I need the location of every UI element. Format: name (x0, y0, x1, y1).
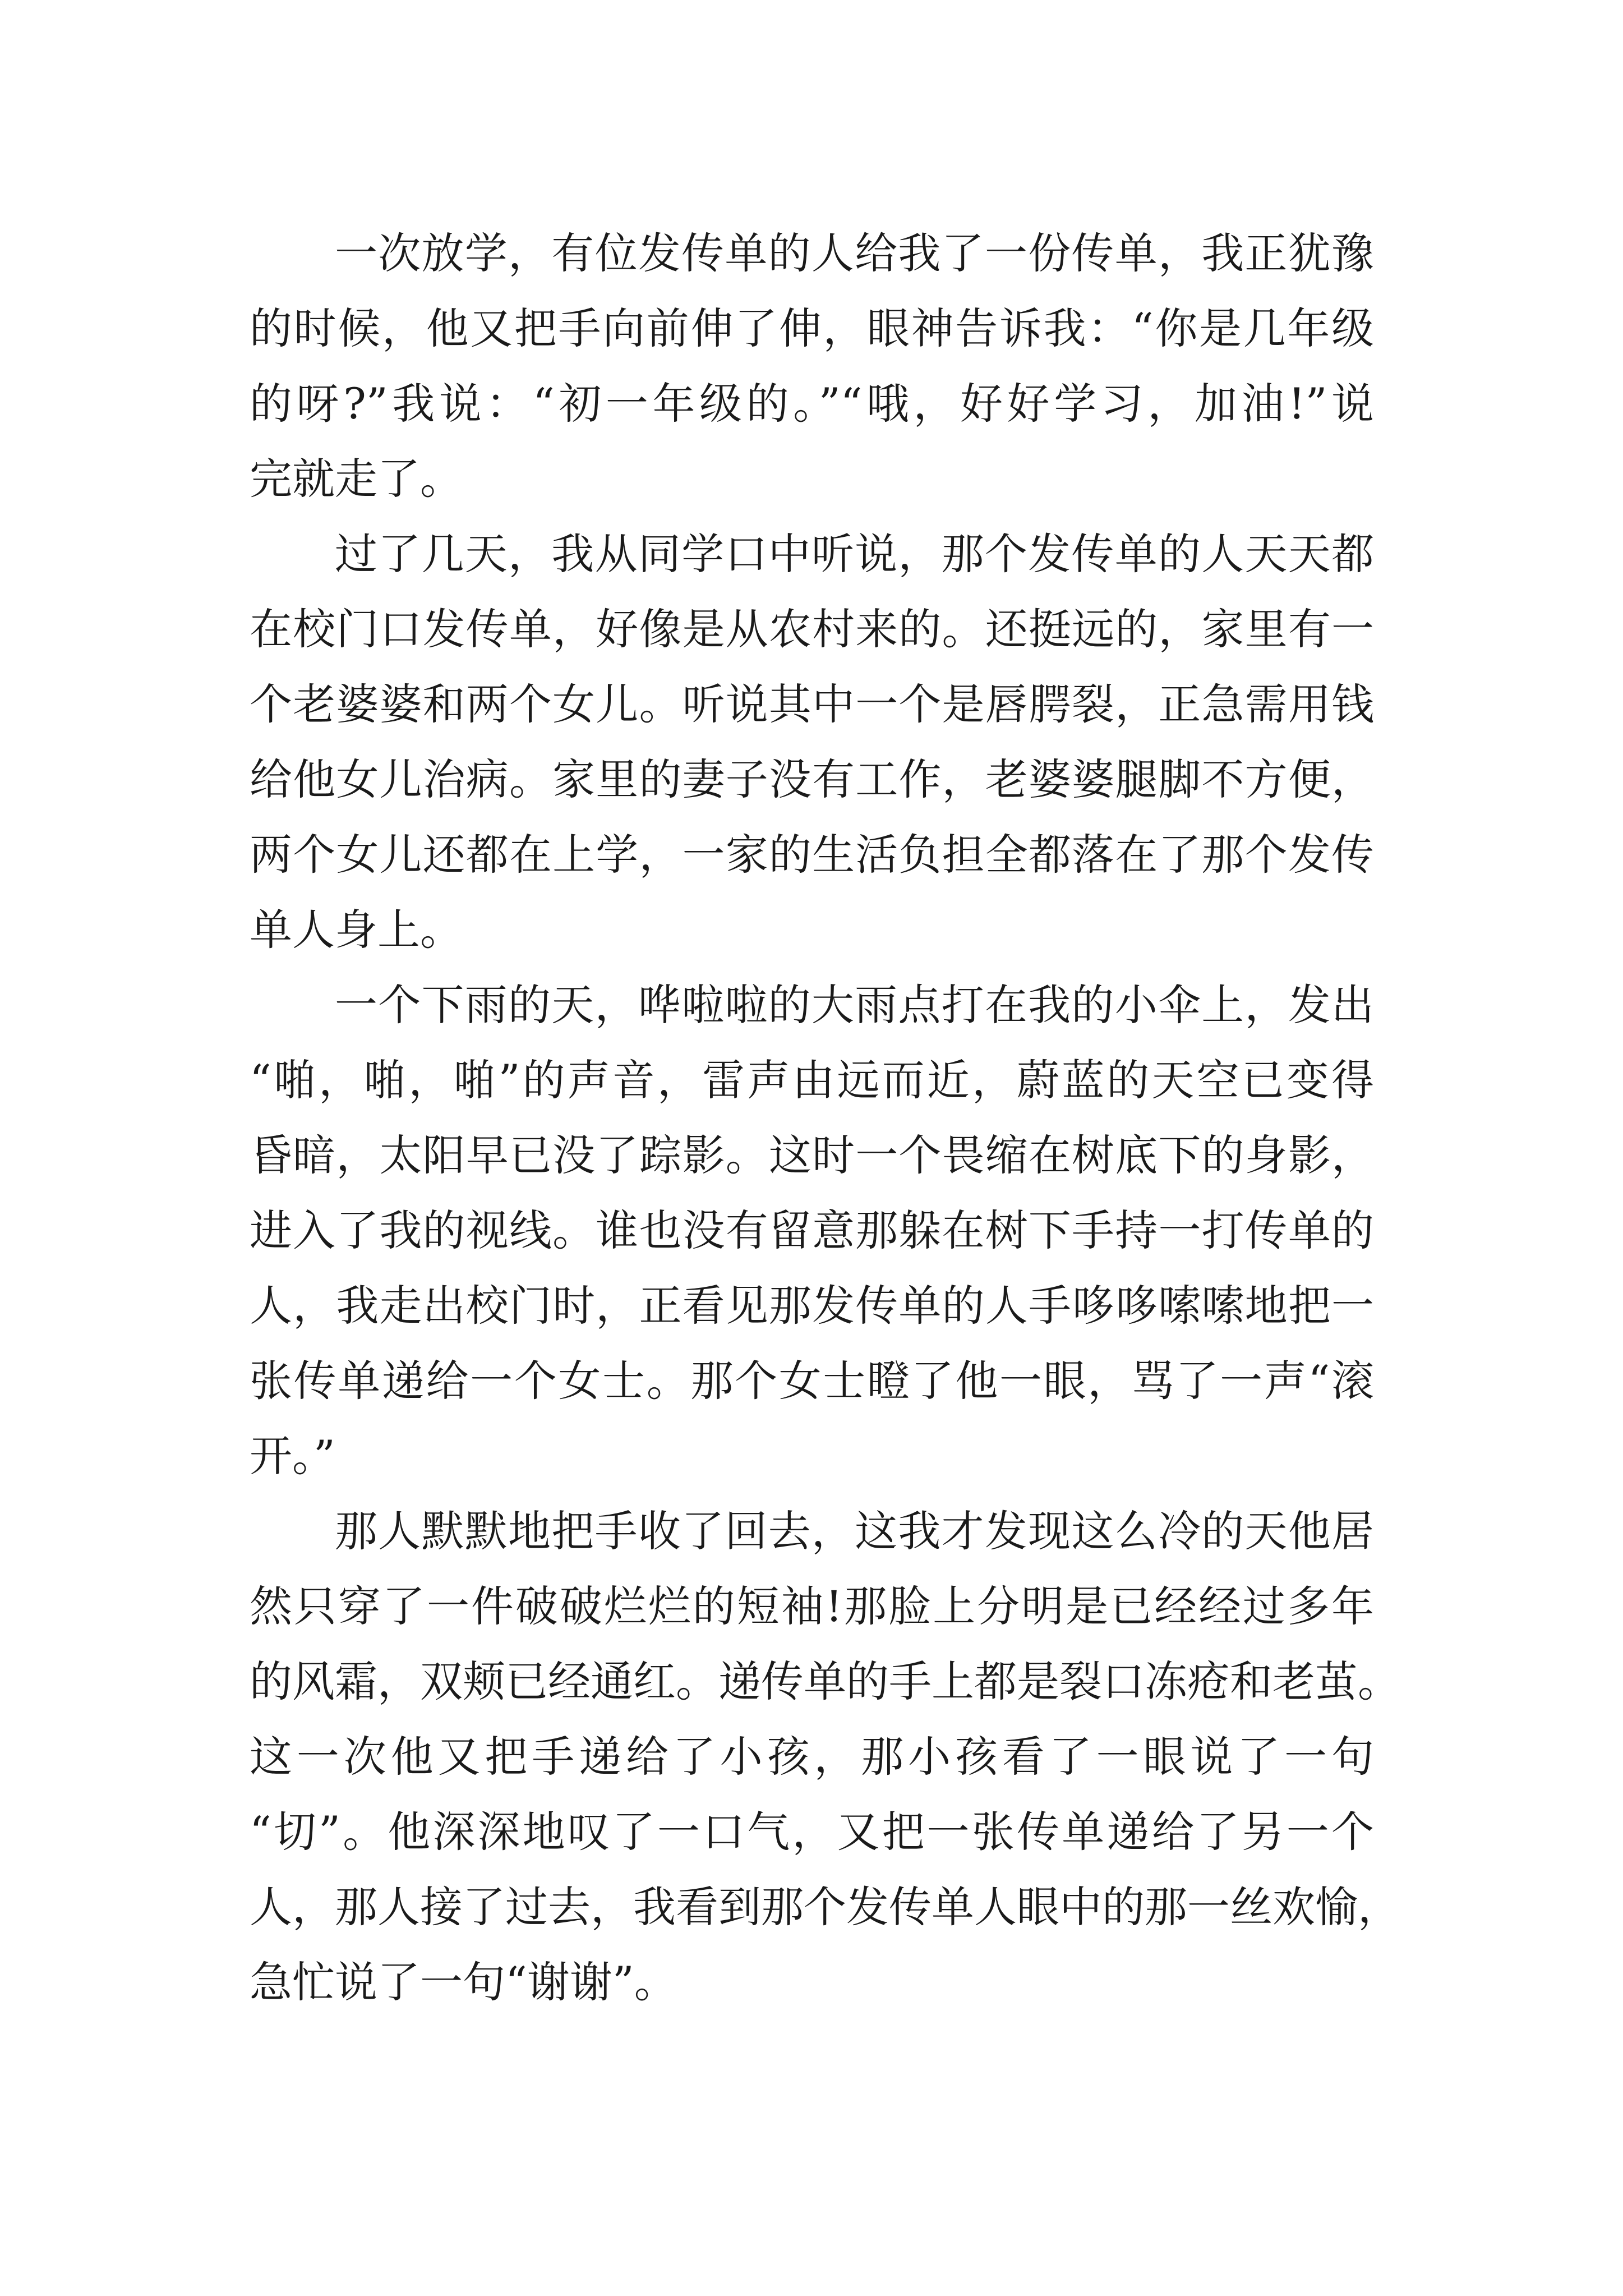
text-line: 在校门口发传单，好像是从农村来的。还挺远的，家里有一 (250, 604, 1374, 654)
text-line: “切”。他深深地叹了一口气，又把一张传单递给了另一个 (250, 1807, 1374, 1857)
text-line: 完就走了。 (250, 454, 463, 504)
text-line: 单人身上。 (250, 905, 463, 955)
text-line: 人，那人接了过去，我看到那个发传单人眼中的那一丝欢愉， (250, 1882, 1400, 1932)
text-line: 昏暗，太阳早已没了踪影。这时一个畏缩在树底下的身影， (250, 1130, 1374, 1180)
text-line: 然只穿了一件破破烂烂的短袖!那脸上分明是已经经过多年 (250, 1581, 1374, 1631)
text-line: 急忙说了一句“谢谢”。 (250, 1957, 677, 2007)
text-line: 张传单递给一个女士。那个女士瞪了他一眼，骂了一声“滚 (250, 1356, 1374, 1406)
paragraph-3 (250, 968, 1374, 1494)
text-line: 人，我走出校门时，正看见那发传单的人手哆哆嗦嗦地把一 (250, 1281, 1374, 1331)
text-line: “啪，啪，啪”的声音，雷声由远而近，蔚蓝的天空已变得 (250, 1055, 1374, 1105)
paragraph-4 (250, 1494, 1400, 2020)
text-line: 这一次他又把手递给了小孩，那小孩看了一眼说了一句 (250, 1732, 1374, 1782)
paragraph-1 (250, 216, 1374, 517)
text-line: 那人默默地把手收了回去，这我才发现这么冷的天他居 (335, 1506, 1374, 1556)
paragraph-2 (250, 517, 1374, 968)
text-line: 个老婆婆和两个女儿。听说其中一个是唇腭裂，正急需用钱 (250, 679, 1374, 729)
text-line: 的呀?”我说：“初一年级的。”“哦，好好学习，加油!”说 (250, 379, 1374, 429)
text-line: 两个女儿还都在上学，一家的生活负担全都落在了那个发传 (250, 830, 1374, 880)
text-line: 一个下雨的天，哗啦啦的大雨点打在我的小伞上，发出 (335, 980, 1374, 1030)
text-line: 一次放学，有位发传单的人给我了一份传单，我正犹豫 (335, 228, 1374, 278)
text-line: 进入了我的视线。谁也没有留意那躲在树下手持一打传单的 (250, 1205, 1374, 1255)
text-line: 过了几天，我从同学口中听说，那个发传单的人天天都 (335, 529, 1374, 579)
essay-body (250, 216, 1400, 2020)
text-line: 开。” (250, 1431, 335, 1481)
text-line: 的风霜，双颊已经通红。递传单的手上都是裂口冻疮和老茧。 (250, 1657, 1400, 1706)
text-line: 给他女儿治病。家里的妻子没有工作，老婆婆腿脚不方便， (250, 754, 1374, 804)
text-line: 的时候，他又把手向前伸了伸，眼神告诉我：“你是几年级 (250, 303, 1374, 353)
